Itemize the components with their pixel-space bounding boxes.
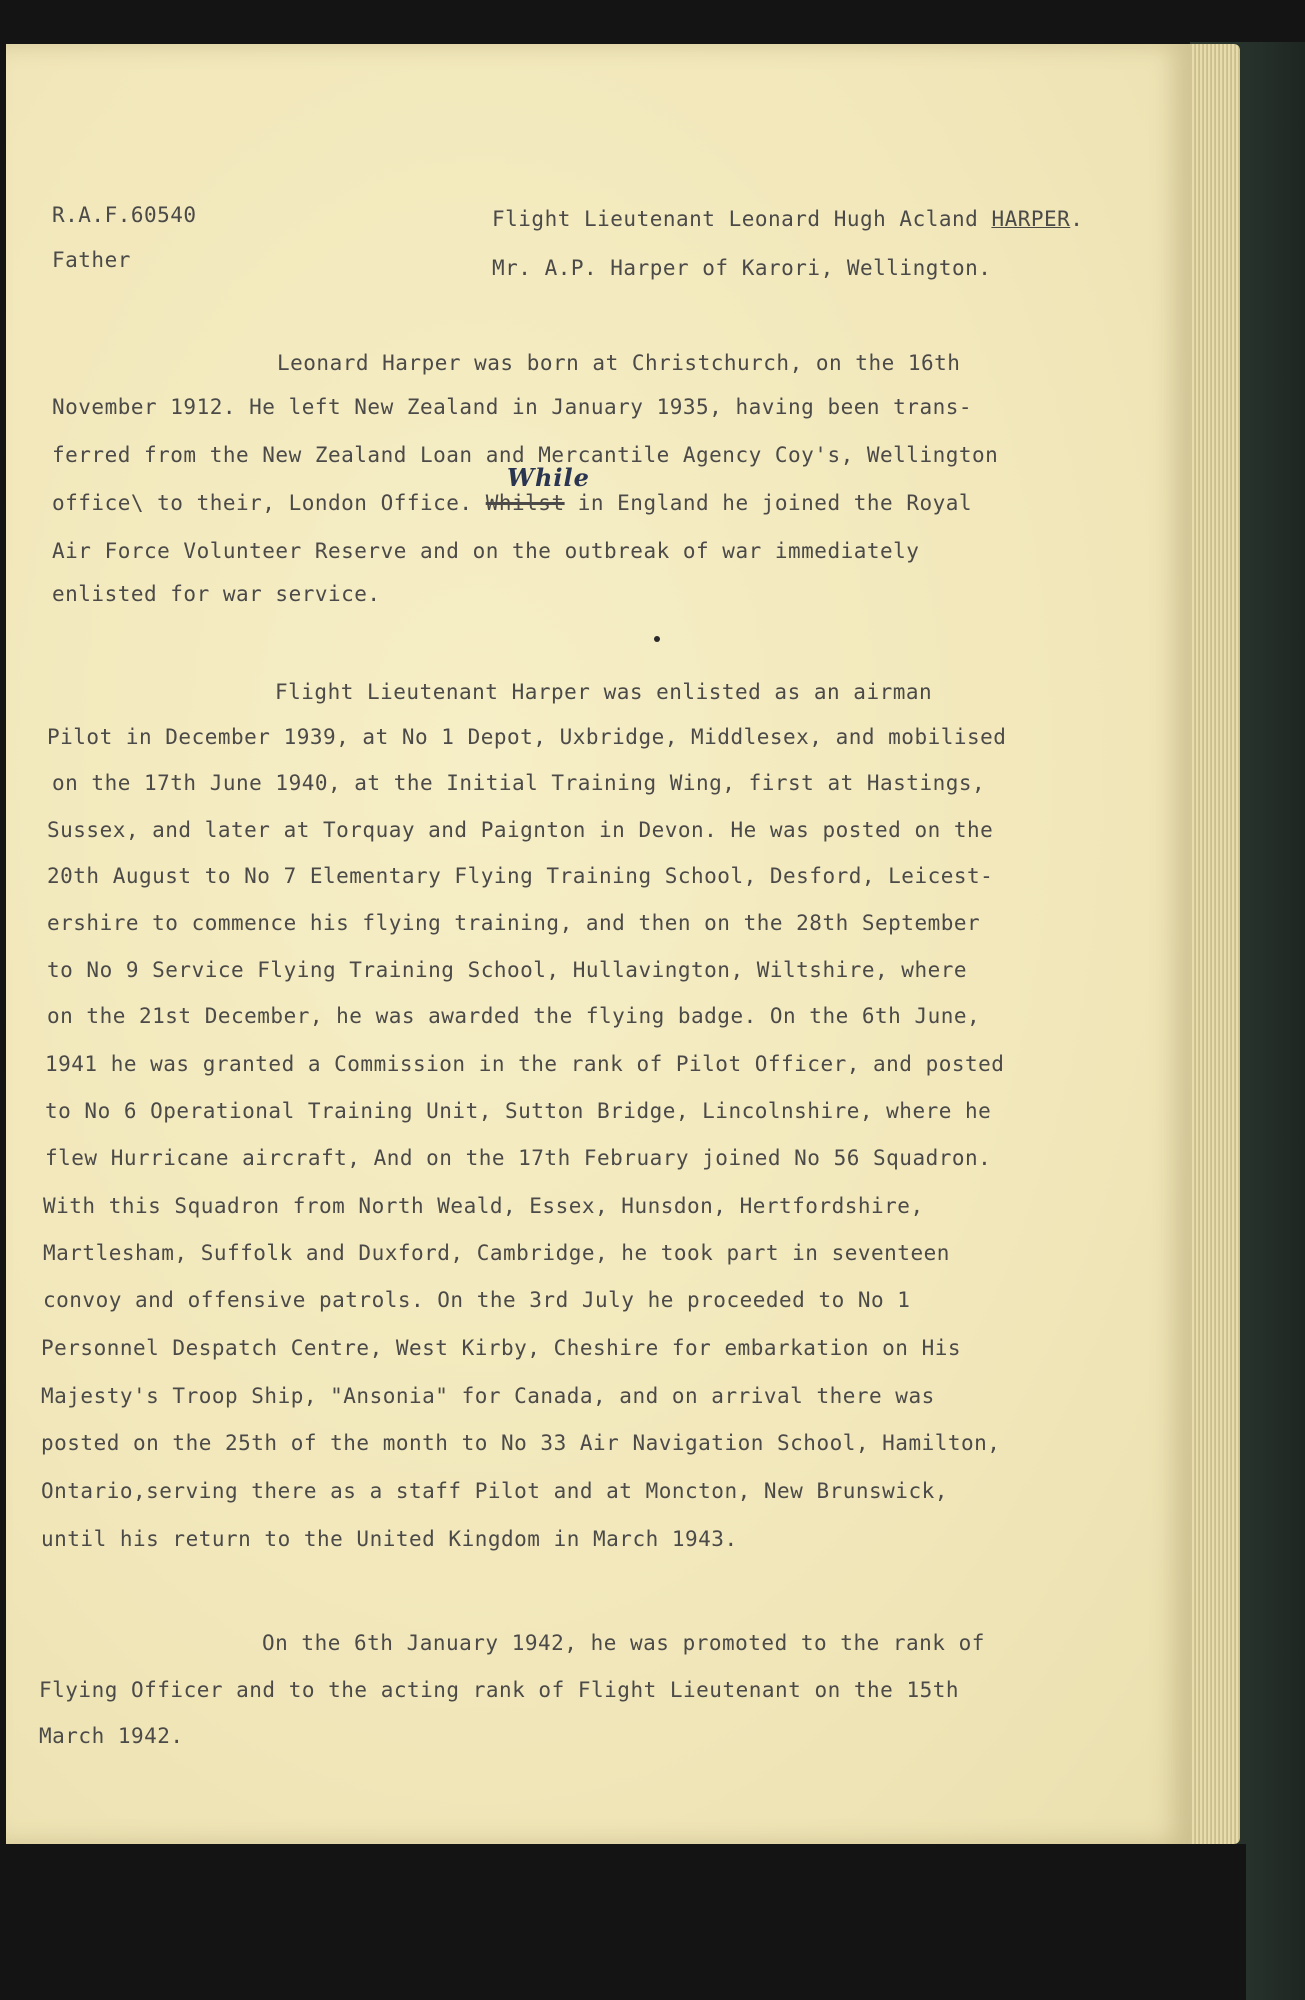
struck-word: Whilst (485, 491, 565, 515)
ink-dot (654, 636, 660, 642)
para2-line-19: until his return to the United Kingdom in March 1943. (41, 1527, 738, 1551)
para1-line-5: Air Force Volunteer Reserve and on the outbreak of war immediately (52, 539, 920, 563)
para1-line-4-start: office\ to their, London Office. (52, 491, 486, 515)
para1-line-1: Leonard Harper was born at Christchurch, on the 16th (277, 351, 961, 375)
para1-line-4 (52, 491, 972, 515)
para2-line-17: posted on the 25th of the month to No 33 Air Navigation School, Hamilton, (41, 1431, 1001, 1455)
para1-line-3: ferred from the New Zealand Loan and Mercantile Agency Coy's, Wellington (52, 443, 999, 467)
para2-line-6: ershire to commence his flying training, and then on the 28th September (47, 911, 981, 935)
para2-line-15: Personnel Despatch Centre, West Kirby, Cheshire for embarkation on His (41, 1336, 962, 1360)
para2-line-16: Majesty's Troop Ship, "Ansonia" for Canada, and on arrival there was (41, 1384, 935, 1408)
para1-line-4-end: in England he joined the Royal (564, 491, 973, 515)
para1-line-2: November 1912. He left New Zealand in January 1935, having been trans- (52, 395, 973, 419)
handwritten-correction: While (507, 463, 590, 492)
para2-line-2: Pilot in December 1939, at No 1 Depot, Uxbridge, Middlesex, and mobilised (47, 725, 1007, 749)
document-page (6, 44, 1192, 1844)
father-label: Father (52, 248, 131, 272)
para2-line-11: flew Hurricane aircraft, And on the 17th February joined No 56 Squadron. (45, 1146, 992, 1170)
para2-line-4: Sussex, and later at Torquay and Paignton in Devon. He was posted on the (47, 818, 994, 842)
para2-line-1: Flight Lieutenant Harper was enlisted as an airman (275, 680, 933, 704)
page-shadow (6, 1844, 1246, 2000)
para2-line-10: to No 6 Operational Training Unit, Sutton Bridge, Lincolnshire, where he (45, 1099, 992, 1123)
subject-name (492, 207, 1083, 231)
subject-name-end: . (1070, 207, 1084, 231)
para2-line-18: Ontario,serving there as a staff Pilot and at Moncton, New Brunswick, (41, 1479, 948, 1503)
para2-line-3: on the 17th June 1940, at the Initial Training Wing, first at Hastings, (52, 771, 986, 795)
para2-line-13: Martlesham, Suffolk and Duxford, Cambridge, he took part in seventeen (43, 1241, 950, 1265)
para1-line-6: enlisted for war service. (52, 582, 381, 606)
para2-line-8: on the 21st December, he was awarded the flying badge. On the 6th June, (47, 1004, 981, 1028)
father-name: Mr. A.P. Harper of Karori, Wellington. (492, 256, 992, 280)
para2-line-5: 20th August to No 7 Elementary Flying Training School, Desford, Leicest- (47, 864, 994, 888)
para2-line-12: With this Squadron from North Weald, Essex, Hunsdon, Hertfordshire, (43, 1194, 924, 1218)
service-number: R.A.F.60540 (52, 203, 197, 227)
subject-name-text: Flight Lieutenant Leonard Hugh Acland (492, 207, 992, 231)
subject-surname: HARPER (991, 207, 1071, 231)
para3-line-2: Flying Officer and to the acting rank of Flight Lieutenant on the 15th (39, 1678, 960, 1702)
para3-line-1: On the 6th January 1942, he was promoted to the rank of (262, 1631, 985, 1655)
para2-line-14: convoy and offensive patrols. On the 3rd July he proceeded to No 1 (43, 1288, 911, 1312)
para2-line-9: 1941 he was granted a Commission in the rank of Pilot Officer, and posted (45, 1052, 1005, 1076)
para2-line-7: to No 9 Service Flying Training School, Hullavington, Wiltshire, where (47, 958, 968, 982)
para3-line-3: March 1942. (39, 1724, 184, 1748)
